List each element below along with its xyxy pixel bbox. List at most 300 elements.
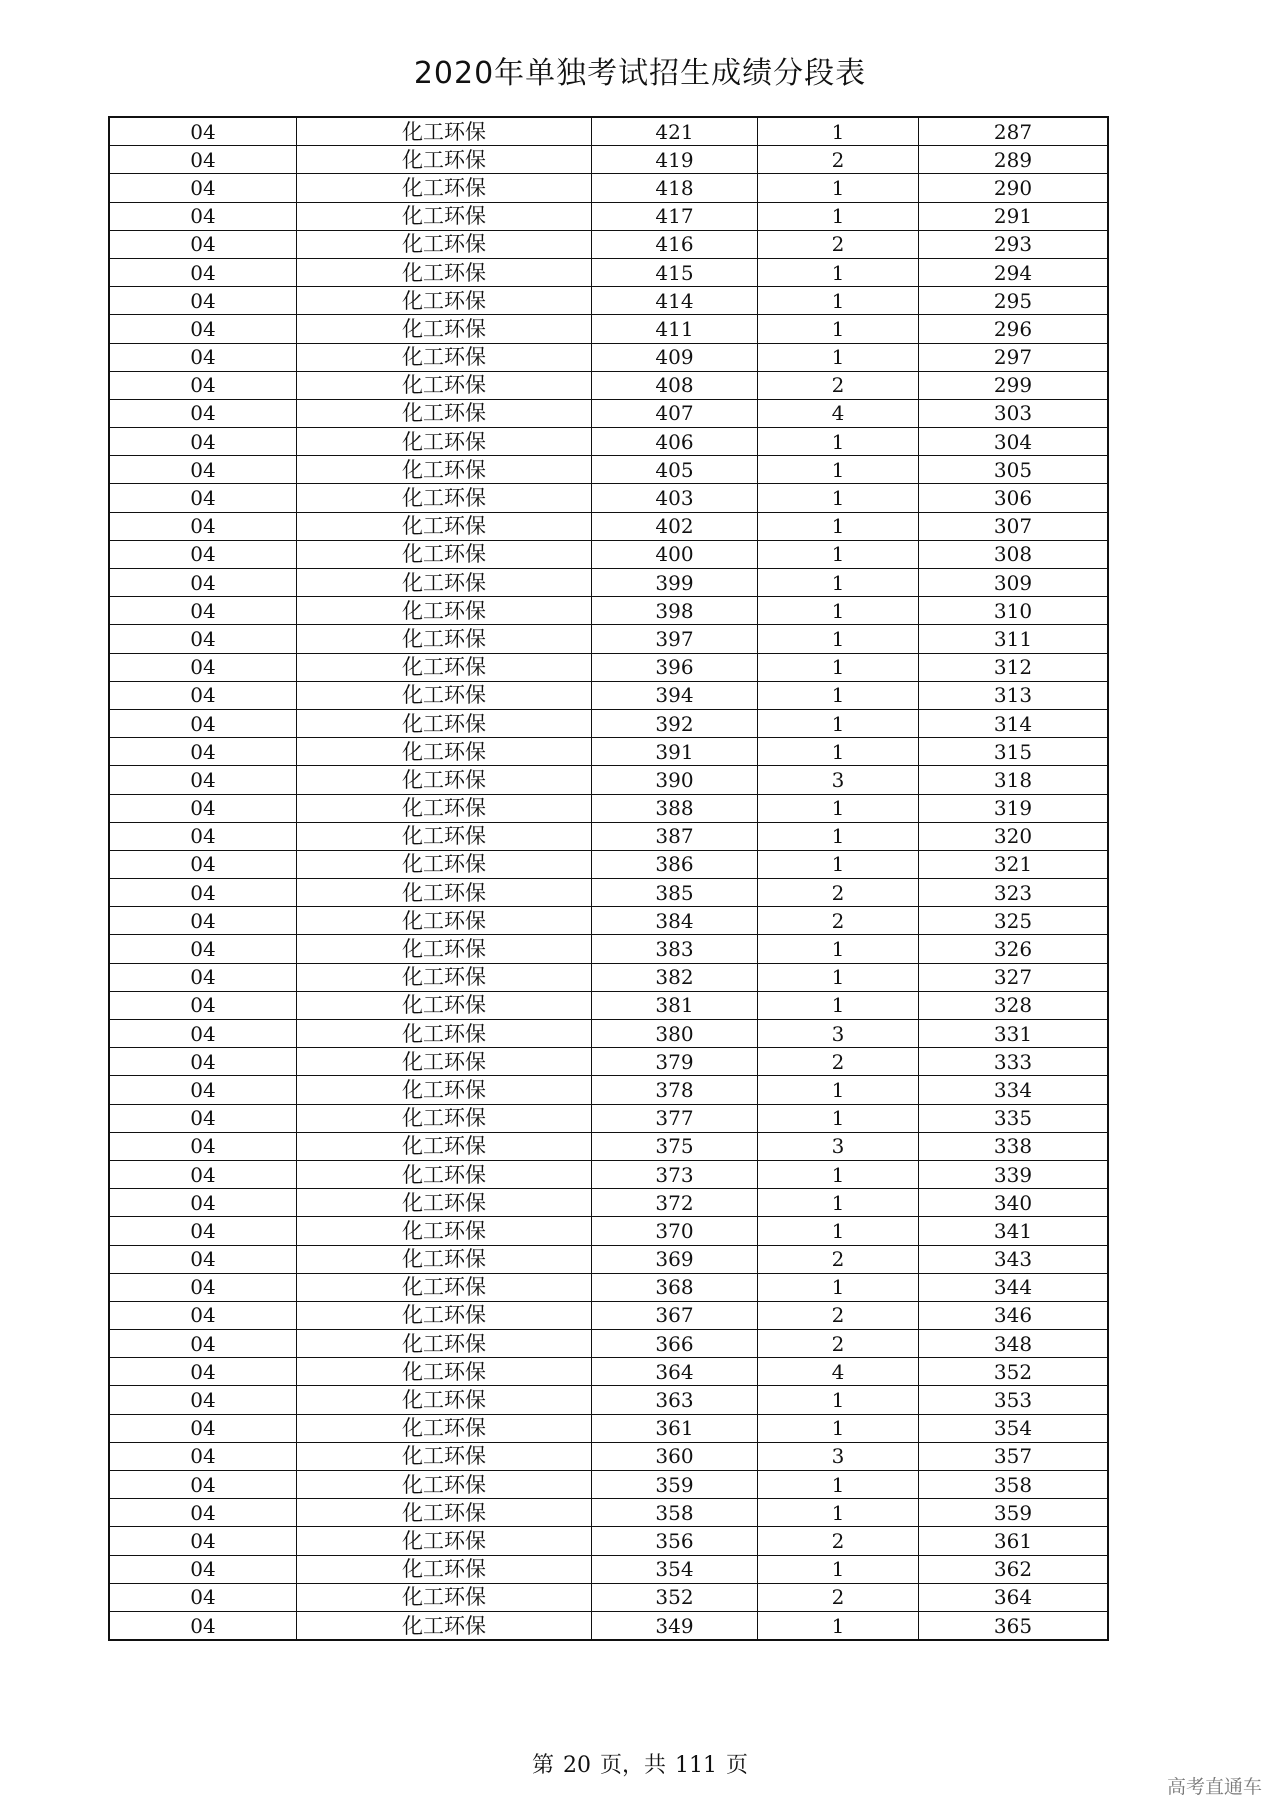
- cell-major: 化工环保: [297, 174, 592, 202]
- cell-category-code: 04: [109, 1611, 297, 1640]
- cell-count: 1: [758, 174, 919, 202]
- cell-count: 2: [758, 907, 919, 935]
- cell-count: 1: [758, 1386, 919, 1414]
- cell-score: 392: [592, 709, 758, 737]
- cell-cumulative: 313: [919, 681, 1109, 709]
- cell-major: 化工环保: [297, 991, 592, 1019]
- cell-score: 408: [592, 371, 758, 399]
- cell-score: 403: [592, 484, 758, 512]
- cell-major: 化工环保: [297, 879, 592, 907]
- footer-suffix: 页: [726, 1753, 749, 1778]
- cell-category-code: 04: [109, 1104, 297, 1132]
- cell-score: 368: [592, 1273, 758, 1301]
- cell-major: 化工环保: [297, 146, 592, 174]
- cell-major: 化工环保: [297, 625, 592, 653]
- cell-category-code: 04: [109, 399, 297, 427]
- cell-category-code: 04: [109, 1020, 297, 1048]
- cell-category-code: 04: [109, 1330, 297, 1358]
- cell-score: 383: [592, 935, 758, 963]
- cell-category-code: 04: [109, 907, 297, 935]
- cell-major: 化工环保: [297, 1104, 592, 1132]
- cell-count: 4: [758, 399, 919, 427]
- cell-score: 356: [592, 1527, 758, 1555]
- cell-cumulative: 323: [919, 879, 1109, 907]
- cell-major: 化工环保: [297, 1160, 592, 1188]
- cell-cumulative: 321: [919, 850, 1109, 878]
- table-row: [109, 1132, 1108, 1160]
- cell-major: 化工环保: [297, 766, 592, 794]
- cell-count: 1: [758, 597, 919, 625]
- score-table: [108, 116, 1109, 1641]
- cell-category-code: 04: [109, 625, 297, 653]
- cell-major: 化工环保: [297, 540, 592, 568]
- cell-count: 1: [758, 512, 919, 540]
- cell-major: 化工环保: [297, 287, 592, 315]
- cell-score: 373: [592, 1160, 758, 1188]
- cell-major: 化工环保: [297, 1583, 592, 1611]
- cell-major: 化工环保: [297, 738, 592, 766]
- cell-score: 364: [592, 1358, 758, 1386]
- cell-cumulative: 318: [919, 766, 1109, 794]
- cell-score: 378: [592, 1076, 758, 1104]
- footer-total-pages: 111: [675, 1753, 717, 1778]
- cell-category-code: 04: [109, 1414, 297, 1442]
- table-row: [109, 1273, 1108, 1301]
- cell-category-code: 04: [109, 597, 297, 625]
- cell-category-code: 04: [109, 1189, 297, 1217]
- cell-major: 化工环保: [297, 1048, 592, 1076]
- cell-major: 化工环保: [297, 1527, 592, 1555]
- cell-score: 349: [592, 1611, 758, 1640]
- cell-category-code: 04: [109, 569, 297, 597]
- cell-score: 390: [592, 766, 758, 794]
- cell-cumulative: 341: [919, 1217, 1109, 1245]
- table-row: [109, 681, 1108, 709]
- cell-cumulative: 333: [919, 1048, 1109, 1076]
- cell-cumulative: 290: [919, 174, 1109, 202]
- table-row: [109, 117, 1108, 146]
- cell-category-code: 04: [109, 794, 297, 822]
- cell-count: 1: [758, 991, 919, 1019]
- cell-major: 化工环保: [297, 822, 592, 850]
- cell-category-code: 04: [109, 117, 297, 146]
- cell-count: 1: [758, 484, 919, 512]
- cell-category-code: 04: [109, 1076, 297, 1104]
- cell-score: 366: [592, 1330, 758, 1358]
- cell-cumulative: 304: [919, 428, 1109, 456]
- cell-count: 1: [758, 1471, 919, 1499]
- table-row: [109, 625, 1108, 653]
- cell-score: 406: [592, 428, 758, 456]
- cell-cumulative: 365: [919, 1611, 1109, 1640]
- table-row: [109, 597, 1108, 625]
- table-row: [109, 738, 1108, 766]
- cell-category-code: 04: [109, 456, 297, 484]
- table-row: [109, 1414, 1108, 1442]
- table-row: [109, 907, 1108, 935]
- cell-score: 370: [592, 1217, 758, 1245]
- cell-score: 380: [592, 1020, 758, 1048]
- cell-score: 377: [592, 1104, 758, 1132]
- table-row: [109, 653, 1108, 681]
- cell-major: 化工环保: [297, 1217, 592, 1245]
- cell-score: 372: [592, 1189, 758, 1217]
- cell-category-code: 04: [109, 146, 297, 174]
- cell-count: 1: [758, 540, 919, 568]
- table-row: [109, 399, 1108, 427]
- cell-count: 1: [758, 428, 919, 456]
- table-row: [109, 991, 1108, 1019]
- cell-cumulative: 310: [919, 597, 1109, 625]
- cell-category-code: 04: [109, 1273, 297, 1301]
- table-row: [109, 1358, 1108, 1386]
- cell-count: 2: [758, 1330, 919, 1358]
- cell-category-code: 04: [109, 1499, 297, 1527]
- cell-category-code: 04: [109, 1442, 297, 1470]
- table-row: [109, 484, 1108, 512]
- cell-major: 化工环保: [297, 371, 592, 399]
- cell-score: 375: [592, 1132, 758, 1160]
- cell-score: 421: [592, 117, 758, 146]
- cell-major: 化工环保: [297, 597, 592, 625]
- table-row: [109, 935, 1108, 963]
- cell-count: 2: [758, 1527, 919, 1555]
- cell-major: 化工环保: [297, 1555, 592, 1583]
- cell-score: 400: [592, 540, 758, 568]
- cell-cumulative: 340: [919, 1189, 1109, 1217]
- table-row: [109, 1217, 1108, 1245]
- cell-category-code: 04: [109, 1583, 297, 1611]
- cell-count: 1: [758, 1217, 919, 1245]
- cell-count: 1: [758, 653, 919, 681]
- cell-major: 化工环保: [297, 850, 592, 878]
- table-row: [109, 794, 1108, 822]
- table-row: [109, 1160, 1108, 1188]
- cell-score: 358: [592, 1499, 758, 1527]
- cell-score: 352: [592, 1583, 758, 1611]
- cell-major: 化工环保: [297, 963, 592, 991]
- table-row: [109, 1245, 1108, 1273]
- cell-cumulative: 309: [919, 569, 1109, 597]
- table-row: [109, 287, 1108, 315]
- cell-category-code: 04: [109, 681, 297, 709]
- cell-cumulative: 359: [919, 1499, 1109, 1527]
- cell-cumulative: 296: [919, 315, 1109, 343]
- cell-cumulative: 294: [919, 258, 1109, 286]
- cell-cumulative: 293: [919, 230, 1109, 258]
- cell-major: 化工环保: [297, 1301, 592, 1329]
- cell-count: 1: [758, 1076, 919, 1104]
- cell-score: 396: [592, 653, 758, 681]
- cell-count: 2: [758, 1048, 919, 1076]
- table-row: [109, 540, 1108, 568]
- cell-major: 化工环保: [297, 1611, 592, 1640]
- cell-count: 1: [758, 625, 919, 653]
- cell-score: 416: [592, 230, 758, 258]
- cell-cumulative: 320: [919, 822, 1109, 850]
- cell-cumulative: 357: [919, 1442, 1109, 1470]
- cell-cumulative: 325: [919, 907, 1109, 935]
- cell-count: 2: [758, 1245, 919, 1273]
- cell-score: 369: [592, 1245, 758, 1273]
- cell-cumulative: 303: [919, 399, 1109, 427]
- cell-count: 2: [758, 371, 919, 399]
- cell-cumulative: 334: [919, 1076, 1109, 1104]
- cell-major: 化工环保: [297, 343, 592, 371]
- watermark-text: 高考直通车: [1166, 1776, 1262, 1798]
- cell-category-code: 04: [109, 1471, 297, 1499]
- cell-category-code: 04: [109, 230, 297, 258]
- table-row: [109, 1611, 1108, 1640]
- cell-major: 化工环保: [297, 512, 592, 540]
- cell-cumulative: 289: [919, 146, 1109, 174]
- cell-major: 化工环保: [297, 1471, 592, 1499]
- cell-score: 398: [592, 597, 758, 625]
- cell-category-code: 04: [109, 1358, 297, 1386]
- table-row: [109, 709, 1108, 737]
- cell-count: 1: [758, 315, 919, 343]
- cell-score: 363: [592, 1386, 758, 1414]
- cell-cumulative: 362: [919, 1555, 1109, 1583]
- cell-count: 1: [758, 569, 919, 597]
- cell-major: 化工环保: [297, 456, 592, 484]
- cell-major: 化工环保: [297, 1076, 592, 1104]
- table-row: [109, 512, 1108, 540]
- cell-score: 382: [592, 963, 758, 991]
- cell-category-code: 04: [109, 935, 297, 963]
- cell-major: 化工环保: [297, 653, 592, 681]
- cell-score: 417: [592, 202, 758, 230]
- cell-cumulative: 348: [919, 1330, 1109, 1358]
- cell-score: 388: [592, 794, 758, 822]
- cell-count: 1: [758, 1273, 919, 1301]
- page-title: 2020年单独考试招生成绩分段表: [413, 56, 867, 91]
- cell-count: 1: [758, 822, 919, 850]
- page-footer: [0, 1748, 1280, 1779]
- cell-count: 2: [758, 879, 919, 907]
- cell-score: 407: [592, 399, 758, 427]
- cell-category-code: 04: [109, 287, 297, 315]
- cell-major: 化工环保: [297, 1273, 592, 1301]
- cell-major: 化工环保: [297, 258, 592, 286]
- cell-count: 1: [758, 681, 919, 709]
- table-row: [109, 230, 1108, 258]
- cell-cumulative: 297: [919, 343, 1109, 371]
- cell-major: 化工环保: [297, 1020, 592, 1048]
- cell-category-code: 04: [109, 540, 297, 568]
- cell-count: 1: [758, 963, 919, 991]
- cell-count: 1: [758, 1414, 919, 1442]
- cell-score: 387: [592, 822, 758, 850]
- cell-major: 化工环保: [297, 117, 592, 146]
- table-row: [109, 146, 1108, 174]
- cell-cumulative: 344: [919, 1273, 1109, 1301]
- cell-category-code: 04: [109, 484, 297, 512]
- cell-count: 1: [758, 1499, 919, 1527]
- cell-cumulative: 346: [919, 1301, 1109, 1329]
- cell-major: 化工环保: [297, 399, 592, 427]
- cell-count: 1: [758, 456, 919, 484]
- cell-score: 386: [592, 850, 758, 878]
- cell-score: 360: [592, 1442, 758, 1470]
- cell-major: 化工环保: [297, 1386, 592, 1414]
- cell-cumulative: 364: [919, 1583, 1109, 1611]
- cell-score: 415: [592, 258, 758, 286]
- cell-cumulative: 352: [919, 1358, 1109, 1386]
- cell-count: 1: [758, 258, 919, 286]
- cell-category-code: 04: [109, 258, 297, 286]
- cell-cumulative: 358: [919, 1471, 1109, 1499]
- cell-count: 2: [758, 1301, 919, 1329]
- table-row: [109, 1020, 1108, 1048]
- cell-score: 391: [592, 738, 758, 766]
- table-row: [109, 1499, 1108, 1527]
- cell-score: 405: [592, 456, 758, 484]
- cell-major: 化工环保: [297, 709, 592, 737]
- cell-count: 4: [758, 1358, 919, 1386]
- cell-category-code: 04: [109, 1217, 297, 1245]
- cell-score: 397: [592, 625, 758, 653]
- cell-score: 419: [592, 146, 758, 174]
- table-row: [109, 1386, 1108, 1414]
- cell-major: 化工环保: [297, 428, 592, 456]
- table-row: [109, 202, 1108, 230]
- cell-cumulative: 306: [919, 484, 1109, 512]
- table-row: [109, 174, 1108, 202]
- cell-major: 化工环保: [297, 907, 592, 935]
- table-row: [109, 569, 1108, 597]
- cell-category-code: 04: [109, 1301, 297, 1329]
- cell-cumulative: 361: [919, 1527, 1109, 1555]
- cell-cumulative: 311: [919, 625, 1109, 653]
- cell-count: 1: [758, 794, 919, 822]
- cell-cumulative: 312: [919, 653, 1109, 681]
- cell-category-code: 04: [109, 738, 297, 766]
- cell-score: 379: [592, 1048, 758, 1076]
- cell-cumulative: 328: [919, 991, 1109, 1019]
- table-row: [109, 1555, 1108, 1583]
- table-row: [109, 879, 1108, 907]
- cell-count: 1: [758, 343, 919, 371]
- cell-major: 化工环保: [297, 484, 592, 512]
- cell-category-code: 04: [109, 1527, 297, 1555]
- cell-count: 1: [758, 1160, 919, 1188]
- cell-cumulative: 331: [919, 1020, 1109, 1048]
- cell-major: 化工环保: [297, 1414, 592, 1442]
- cell-cumulative: 315: [919, 738, 1109, 766]
- cell-count: 1: [758, 287, 919, 315]
- cell-cumulative: 339: [919, 1160, 1109, 1188]
- cell-count: 1: [758, 935, 919, 963]
- cell-major: 化工环保: [297, 794, 592, 822]
- cell-score: 385: [592, 879, 758, 907]
- cell-score: 359: [592, 1471, 758, 1499]
- cell-cumulative: 338: [919, 1132, 1109, 1160]
- table-row: [109, 1048, 1108, 1076]
- cell-major: 化工环保: [297, 315, 592, 343]
- cell-major: 化工环保: [297, 1358, 592, 1386]
- cell-score: 384: [592, 907, 758, 935]
- cell-category-code: 04: [109, 963, 297, 991]
- table-body: [109, 117, 1108, 1640]
- cell-category-code: 04: [109, 850, 297, 878]
- cell-category-code: 04: [109, 1160, 297, 1188]
- table-row: [109, 1471, 1108, 1499]
- cell-cumulative: 343: [919, 1245, 1109, 1273]
- table-row: [109, 343, 1108, 371]
- cell-category-code: 04: [109, 653, 297, 681]
- cell-major: 化工环保: [297, 1499, 592, 1527]
- cell-score: 394: [592, 681, 758, 709]
- cell-count: 3: [758, 1132, 919, 1160]
- cell-major: 化工环保: [297, 1132, 592, 1160]
- cell-count: 1: [758, 738, 919, 766]
- cell-category-code: 04: [109, 879, 297, 907]
- cell-cumulative: 308: [919, 540, 1109, 568]
- cell-category-code: 04: [109, 1048, 297, 1076]
- cell-count: 2: [758, 146, 919, 174]
- cell-score: 418: [592, 174, 758, 202]
- cell-cumulative: 287: [919, 117, 1109, 146]
- cell-cumulative: 314: [919, 709, 1109, 737]
- cell-count: 1: [758, 850, 919, 878]
- cell-score: 411: [592, 315, 758, 343]
- table-row: [109, 1189, 1108, 1217]
- cell-cumulative: 299: [919, 371, 1109, 399]
- cell-category-code: 04: [109, 1132, 297, 1160]
- cell-category-code: 04: [109, 1245, 297, 1273]
- cell-category-code: 04: [109, 991, 297, 1019]
- cell-category-code: 04: [109, 766, 297, 794]
- cell-score: 402: [592, 512, 758, 540]
- table-row: [109, 315, 1108, 343]
- table-row: [109, 1076, 1108, 1104]
- cell-score: 414: [592, 287, 758, 315]
- cell-category-code: 04: [109, 371, 297, 399]
- table-row: [109, 850, 1108, 878]
- table-row: [109, 822, 1108, 850]
- cell-count: 1: [758, 709, 919, 737]
- cell-category-code: 04: [109, 1555, 297, 1583]
- table-row: [109, 371, 1108, 399]
- footer-page-word: 页，共: [599, 1753, 666, 1778]
- cell-count: 3: [758, 766, 919, 794]
- table-row: [109, 1330, 1108, 1358]
- table-row: [109, 1442, 1108, 1470]
- table-row: [109, 1583, 1108, 1611]
- cell-cumulative: 353: [919, 1386, 1109, 1414]
- cell-count: 1: [758, 1189, 919, 1217]
- table-row: [109, 963, 1108, 991]
- cell-major: 化工环保: [297, 935, 592, 963]
- cell-category-code: 04: [109, 343, 297, 371]
- cell-count: 1: [758, 1611, 919, 1640]
- cell-cumulative: 291: [919, 202, 1109, 230]
- cell-category-code: 04: [109, 428, 297, 456]
- cell-cumulative: 319: [919, 794, 1109, 822]
- cell-category-code: 04: [109, 202, 297, 230]
- cell-count: 2: [758, 1583, 919, 1611]
- cell-score: 399: [592, 569, 758, 597]
- cell-major: 化工环保: [297, 1245, 592, 1273]
- footer-prefix: 第: [531, 1753, 554, 1778]
- cell-major: 化工环保: [297, 202, 592, 230]
- cell-count: 2: [758, 230, 919, 258]
- cell-major: 化工环保: [297, 569, 592, 597]
- cell-cumulative: 307: [919, 512, 1109, 540]
- cell-category-code: 04: [109, 709, 297, 737]
- cell-category-code: 04: [109, 822, 297, 850]
